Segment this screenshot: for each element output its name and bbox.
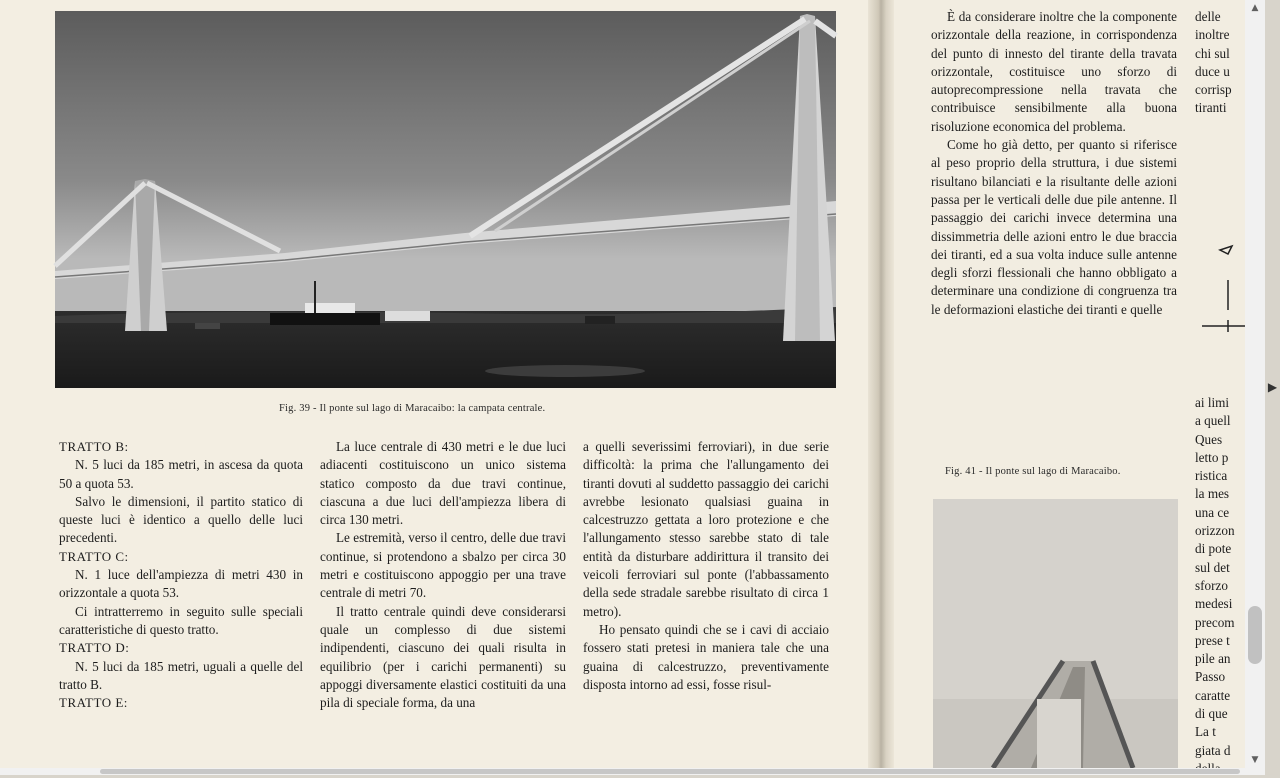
text-line-fragment: ai limi bbox=[1195, 395, 1230, 410]
text-line-fragment: a quell bbox=[1195, 413, 1231, 429]
vertical-scrollbar-thumb[interactable] bbox=[1248, 606, 1262, 664]
paragraph: Come ho già detto, per quanto si riferisce al peso proprio della struttura, i due sistemi risultano bilanciati e la risultante delle azioni passa per le verticali delle due pile antenne. Il passaggio dei carichi invece determina una dissimmetria delle azioni entro le due braccia dei tiranti, ed a sua volta induce sulle antenne degli sforzi flessionali che hanno obbligato a determinare una condizione di congruenza tra le deformazioni elastiche dei tiranti e quelle bbox=[931, 137, 1177, 317]
text-line-fragment: una ce bbox=[1195, 504, 1230, 520]
vertical-scrollbar[interactable] bbox=[1245, 0, 1265, 768]
figure-39-caption: Fig. 39 - Il ponte sul lago di Maracaibo: la campata centrale. bbox=[279, 403, 546, 414]
text-line-fragment: prese t bbox=[1195, 632, 1230, 648]
text-line-fragment: sforzo bbox=[1195, 577, 1228, 593]
text-line-fragment: delle bbox=[1195, 9, 1221, 24]
text-line-fragment: caratte bbox=[1195, 687, 1231, 703]
text-column-5-top bbox=[1195, 8, 1245, 118]
text-column-1 bbox=[59, 438, 303, 712]
text-column-5-bottom bbox=[1195, 394, 1245, 768]
text-column-3 bbox=[583, 438, 829, 768]
text-line-fragment: di que bbox=[1195, 706, 1228, 722]
text-line-fragment: di pote bbox=[1195, 541, 1232, 557]
text-column-2 bbox=[320, 438, 566, 768]
figure-41-caption: Fig. 41 - Il ponte sul lago di Maracaibo. bbox=[945, 466, 1121, 477]
horizontal-scrollbar[interactable] bbox=[0, 768, 1265, 775]
text-line-fragment: medesi bbox=[1195, 596, 1233, 612]
next-page-icon[interactable]: ▶ bbox=[1267, 380, 1278, 394]
text-line-fragment: sul det bbox=[1195, 559, 1230, 575]
text-line-fragment: Passo bbox=[1195, 669, 1226, 685]
text-line-fragment: ristica bbox=[1195, 468, 1228, 484]
section-heading: TRATTO B: bbox=[59, 439, 129, 454]
text-line-fragment: inoltre bbox=[1195, 27, 1230, 43]
paragraph: Le estremità, verso il centro, delle due travi continue, si protendono a sbalzo per circa 30 metri e costituiscono appoggio per una trave centrale di metri 70. bbox=[320, 530, 566, 601]
text-line-fragment: giata d bbox=[1195, 742, 1231, 758]
scroll-up-icon[interactable]: ▲ bbox=[1251, 3, 1259, 13]
figure-41-photo bbox=[933, 499, 1178, 768]
paragraph: Salvo le dimensioni, il partito statico di queste luci è identico a quello delle luci precedenti. bbox=[59, 493, 303, 546]
pylon-photo-illustration bbox=[933, 499, 1178, 768]
text-column-4 bbox=[931, 8, 1177, 433]
structural-diagram-fragment bbox=[1198, 240, 1245, 340]
text-line-fragment: la mes bbox=[1195, 486, 1230, 502]
text-line-fragment: pile an bbox=[1195, 651, 1231, 667]
paragraph: N. 5 luci da 185 metri, in ascesa da quota 50 a quota 53. bbox=[59, 457, 303, 491]
paragraph: Ho pensato quindi che se i cavi di acciaio fossero stati pretesi in maniera tale che una guaina di calcestruzzo, preventivamente disposta intorno ad essi, fosse risul- bbox=[583, 621, 829, 692]
book-gutter bbox=[868, 0, 894, 768]
text-line-fragment: corrisp bbox=[1195, 82, 1232, 98]
paragraph: N. 1 luce dell'ampiezza di metri 430 in orizzontale a quota 53. bbox=[59, 567, 303, 601]
paragraph: N. 5 luci da 185 metri, uguali a quelle del tratto B. bbox=[59, 658, 303, 692]
horizontal-scrollbar-thumb[interactable] bbox=[100, 769, 1240, 774]
paragraph: Ci intratterremo in seguito sulle speciali caratteristiche di questo tratto. bbox=[59, 603, 303, 637]
text-line-fragment: Ques bbox=[1195, 431, 1223, 447]
section-heading: TRATTO C: bbox=[59, 548, 129, 564]
text-line-fragment: orizzon bbox=[1195, 523, 1235, 539]
section-heading: TRATTO E: bbox=[59, 695, 128, 711]
text-line-fragment: letto p bbox=[1195, 449, 1229, 465]
paragraph: La luce centrale di 430 metri e le due luci adiacenti costituiscono un unico sistema statico composto da due travi continue, ciascuna a due luci dell'ampiezza libera di circa 130 metri. bbox=[320, 439, 566, 528]
text-line-fragment: La t bbox=[1195, 724, 1216, 740]
scroll-down-icon[interactable]: ▼ bbox=[1251, 755, 1259, 765]
paragraph: È da considerare inoltre che la componente orizzontale della reazione, in corrispondenza del punto di innesto del tirante della travata orizzontale, costituisce uno sforzo di autoprecompressione nella travata che contribuisce sensibilmente alla buona risoluzione economica del problema. bbox=[931, 9, 1177, 134]
section-heading: TRATTO D: bbox=[59, 640, 130, 656]
text-line-fragment: chi sul bbox=[1195, 45, 1230, 61]
paragraph: a quelli severissimi ferroviari), in due serie difficoltà: la prima che l'allungamento dei tiranti dovuti al suddetto passaggio dei carichi avrebbe lesionato qualsiasi guaina in calcestruzzo gettata a loro protezione e che l'allungamento stesso sarebbe stato di tale entità da disturbare addirittura il transito dei veicoli ferroviari sul ponte (l'abbassamento della sede stradale sarebbe risultato di circa 1 metro). bbox=[583, 439, 829, 619]
bridge-photo-illustration bbox=[55, 11, 836, 388]
text-line-fragment: duce u bbox=[1195, 63, 1230, 79]
figure-39-photo bbox=[55, 11, 836, 388]
text-line-fragment: precom bbox=[1195, 614, 1235, 630]
paragraph: Il tratto centrale quindi deve considerarsi quale un complesso di due sistemi indipendenti, ciascuno dei quali risulta in equilibrio (per i carichi permanenti) su appoggi diversamente elastici costituiti da una pila di speciale forma, da una bbox=[320, 603, 566, 711]
text-line-fragment: tiranti bbox=[1195, 100, 1227, 116]
